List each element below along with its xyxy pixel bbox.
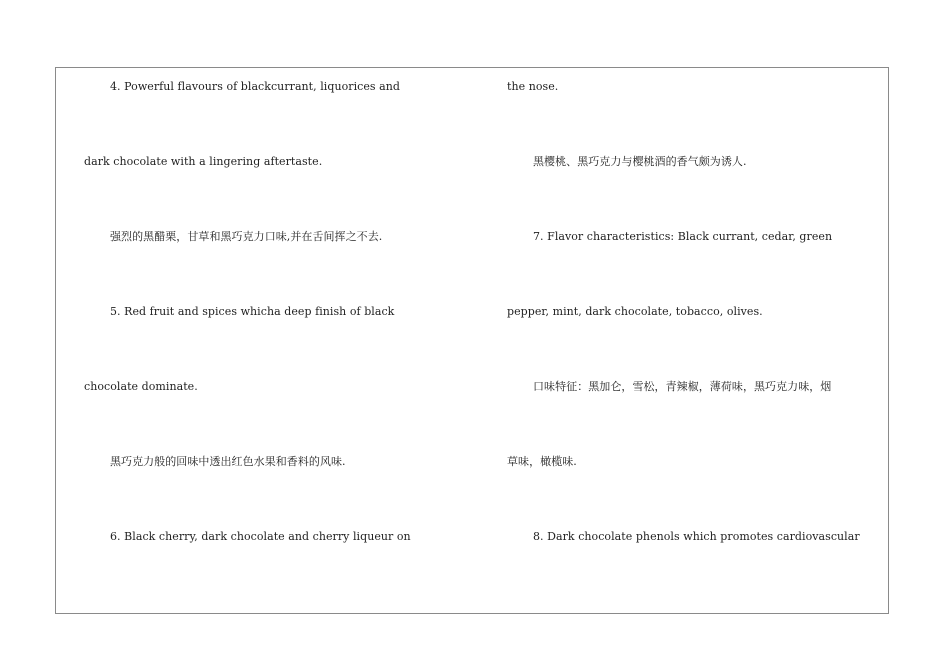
text-line-left-3: 强烈的黑醋栗，甘草和黑巧克力口味,并在舌间挥之不去. (110, 230, 383, 243)
text-line-left-5: chocolate dominate. (84, 380, 198, 393)
text-line-right-6: 草味，橄榄味. (507, 455, 577, 468)
text-line-left-2: dark chocolate with a lingering aftertaste. (84, 155, 323, 168)
text-line-left-6: 黑巧克力般的回味中透出红色水果和香料的风味. (110, 455, 346, 468)
text-line-right-5: 口味特征：黑加仑，雪松，青辣椒，薄荷味，黑巧克力味，烟 (533, 380, 832, 393)
text-line-left-4: 5. Red fruit and spices whicha deep finish of black (110, 305, 395, 318)
text-line-right-7: 8. Dark chocolate phenols which promotes cardiovascular (533, 530, 860, 543)
text-line-right-3: 7. Flavor characteristics: Black currant, cedar, green (533, 230, 833, 243)
text-line-right-1: the nose. (507, 80, 559, 93)
text-line-right-4: pepper, mint, dark chocolate, tobacco, olives. (507, 305, 763, 318)
text-line-right-2: 黑樱桃、黑巧克力与樱桃酒的香气颇为诱人. (533, 155, 747, 168)
text-line-left-1: 4. Powerful flavours of blackcurrant, liquorices and (110, 80, 401, 93)
text-line-left-7: 6. Black cherry, dark chocolate and cherry liqueur on (110, 530, 411, 543)
